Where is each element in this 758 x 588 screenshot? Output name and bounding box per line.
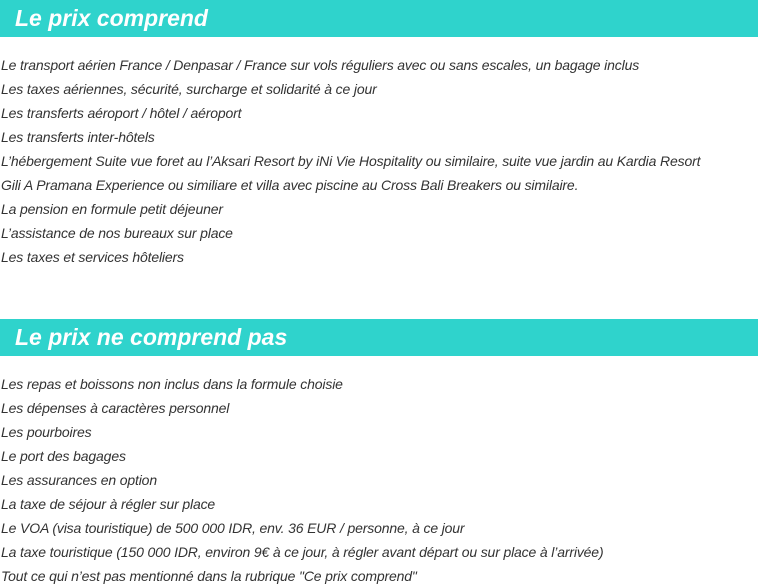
excluded-section-header: Le prix ne comprend pas <box>0 319 758 356</box>
included-item: L’assistance de nos bureaux sur place <box>1 225 233 241</box>
included-item: Gili A Pramana Experience ou similiare et villa avec piscine au Cross Bali Breakers ou similaire. <box>1 177 579 193</box>
included-item: La pension en formule petit déjeuner <box>1 201 223 217</box>
included-item: Les transferts aéroport / hôtel / aéroport <box>1 105 242 121</box>
excluded-items-list <box>1 372 603 588</box>
included-item: L’hébergement Suite vue foret au l’Aksari Resort by iNi Vie Hospitality ou similaire, suite vue jardin au Kardia Resort <box>1 153 701 169</box>
excluded-item: Tout ce qui n’est pas mentionné dans la rubrique "Ce prix comprend" <box>1 568 417 584</box>
excluded-item: La taxe touristique (150 000 IDR, environ 9€ à ce jour, à régler avant départ ou sur place à l’arrivée) <box>1 544 604 560</box>
excluded-item: Le port des bagages <box>1 448 126 464</box>
excluded-item: Les dépenses à caractères personnel <box>1 400 230 416</box>
included-item: Les taxes aériennes, sécurité, surcharge et solidarité à ce jour <box>1 81 377 97</box>
included-section-header: Le prix comprend <box>0 0 758 37</box>
included-item: Le transport aérien France / Denpasar / France sur vols réguliers avec ou sans escales, un bagage inclus <box>1 57 640 73</box>
included-items-list <box>1 53 700 269</box>
excluded-item: Les pourboires <box>1 424 92 440</box>
included-item: Les taxes et services hôteliers <box>1 249 184 265</box>
excluded-item: Les assurances en option <box>1 472 157 488</box>
excluded-item: Les repas et boissons non inclus dans la formule choisie <box>1 376 343 392</box>
excluded-item: La taxe de séjour à régler sur place <box>1 496 216 512</box>
included-item: Les transferts inter-hôtels <box>1 129 155 145</box>
excluded-item: Le VOA (visa touristique) de 500 000 IDR, env. 36 EUR / personne, à ce jour <box>1 520 465 536</box>
